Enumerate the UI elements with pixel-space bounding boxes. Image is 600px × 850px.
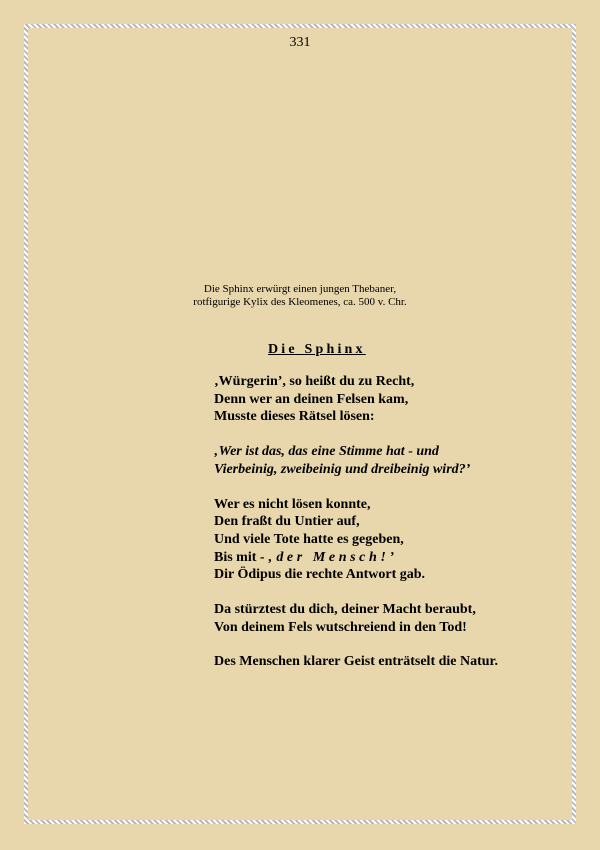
poem-line: Des Menschen klarer Geist enträtselt die Natur. — [214, 654, 498, 670]
caption-line: rotfigurige Kylix des Kleomenes, ca. 500 v. Chr. — [193, 296, 407, 308]
poem-line: Vierbeinig, zweibeinig und dreibeinig wird?’ — [214, 461, 471, 477]
stanza-5 — [214, 653, 584, 671]
poem-line: Musste dieses Rätsel lösen: — [214, 409, 375, 425]
poem-line: Und viele Tote hatte es gegeben, — [214, 531, 404, 547]
poem-title: Die Sphinx — [268, 342, 366, 357]
stanza-3 — [214, 496, 584, 585]
poem-line: Wer es nicht lösen konnte, — [214, 496, 371, 512]
poem-body — [214, 373, 584, 688]
stanza-1 — [214, 373, 584, 426]
riddle-answer: ‚der Mensch!’ — [268, 549, 398, 565]
page-number: 331 — [289, 35, 311, 50]
stanza-2-riddle — [214, 443, 584, 478]
poem-line: Da stürztest du dich, deiner Macht beraubt, — [214, 602, 476, 618]
caption-line: Die Sphinx erwürgt einen jungen Thebaner, — [203, 283, 397, 295]
poem-line: Von deinem Fels wutschreiend in den Tod! — [214, 619, 467, 635]
poem-line: Den fraßt du Untier auf, — [214, 514, 360, 530]
line-prefix: Bis mit - — [214, 549, 269, 565]
poem-line — [214, 549, 584, 567]
stanza-4 — [214, 601, 584, 636]
poem-line: Dir Ödipus die rechte Antwort gab. — [214, 567, 426, 583]
poem-line: ‚Wer ist das, das eine Stimme hat - und — [214, 444, 439, 460]
image-caption — [0, 283, 600, 309]
poem-line: ‚Würgerin’, so heißt du zu Recht, — [214, 374, 415, 389]
poem-line: Denn wer an deinen Felsen kam, — [214, 391, 409, 407]
